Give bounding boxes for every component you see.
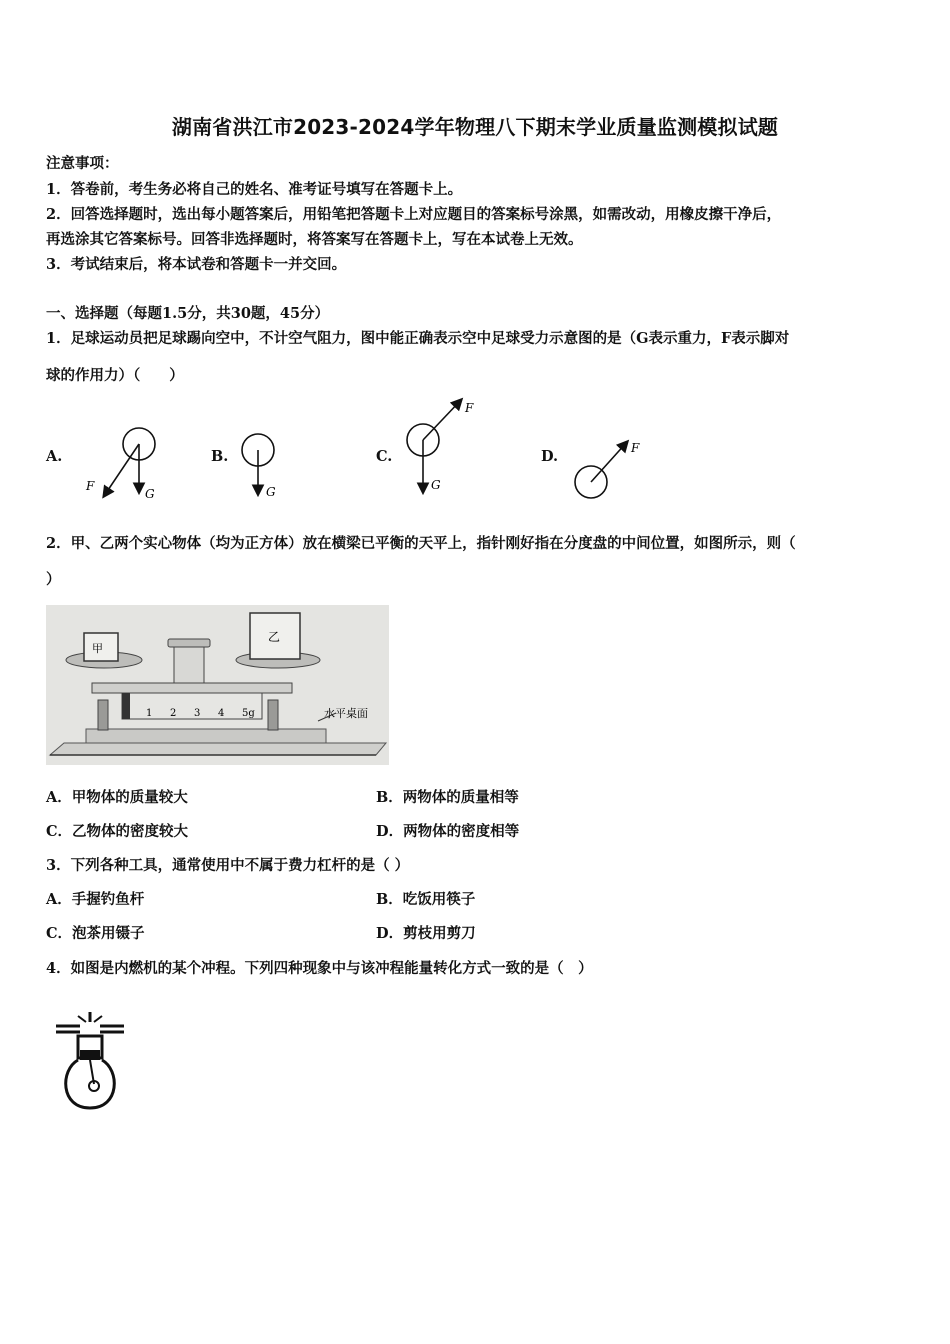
spark-ray [78, 1016, 86, 1022]
q3-stem: 3．下列各种工具，通常使用中不属于费力杠杆的是（ ） [46, 857, 410, 874]
q2-option-b: B．两物体的质量相等 [376, 789, 519, 806]
force-label: F [465, 401, 474, 415]
q1-figure-d [565, 432, 655, 507]
rider [122, 693, 130, 719]
q1-figure-c [395, 392, 495, 502]
scale-num-1: 1 [146, 708, 153, 719]
q1-figure-b [230, 420, 300, 505]
q1-option-a-label: A. [46, 448, 63, 465]
notice-item-1: 1．答卷前，考生务必将自己的姓名、准考证号填写在答题卡上。 [46, 181, 463, 198]
q2-stem-line1: 2．甲、乙两个实心物体（均为正方体）放在横梁已平衡的天平上，指针刚好指在分度盘的中间位置，如图所示，则（ [46, 535, 796, 552]
object-jia-label: 甲 [92, 642, 103, 655]
scale-ruler [122, 693, 262, 719]
q1-figure-a [80, 420, 170, 505]
q1-option-b-label: B. [211, 448, 229, 465]
q2-option-d: D．两物体的密度相等 [376, 823, 520, 840]
force-label: F [631, 441, 640, 455]
scale-num-3: 3 [194, 708, 201, 719]
left-foot [98, 700, 108, 730]
q4-engine-figure [50, 1008, 130, 1118]
q2-balance-figure [46, 605, 389, 765]
notice-item-2-cont: 再选涂其它答案标号。回答非选择题时，将答案写在答题卡上，写在本试卷上无效。 [46, 231, 583, 248]
q2-option-c: C．乙物体的密度较大 [46, 823, 189, 840]
notice-item-3: 3．考试结束后，将本试卷和答题卡一并交回。 [46, 256, 347, 273]
table-label: 水平桌面 [324, 707, 368, 720]
q2-stem-line2: ） [46, 571, 61, 588]
scale-num-5: 5g [242, 708, 255, 719]
q3-option-d: D．剪枝用剪刀 [376, 925, 476, 942]
q2-option-a: A．甲物体的质量较大 [46, 789, 188, 806]
gravity-label: G [145, 487, 155, 501]
q3-option-a: A．手握钓鱼杆 [46, 891, 145, 908]
notice-heading: 注意事项： [46, 155, 119, 172]
scale-num-4: 4 [218, 708, 225, 719]
table-surface [50, 743, 386, 755]
force-arrow [423, 400, 461, 440]
page-title: 湖南省洪江市2023-2024学年物理八下期末学业质量监测模拟试题 [171, 115, 779, 139]
scale-num-2: 2 [170, 708, 177, 719]
q4-stem: 4．如图是内燃机的某个冲程。下列四种现象中与该冲程能量转化方式一致的是（ ） [46, 960, 593, 977]
pillar-top [168, 639, 210, 647]
right-foot [268, 700, 278, 730]
force-label: F [86, 479, 95, 493]
force-arrow [591, 442, 627, 482]
spark-ray [94, 1016, 102, 1022]
q1-stem-line1: 1．足球运动员把足球踢向空中，不计空气阻力，图中能正确表示空中足球受力示意图的是（G表示重力，F表示脚对 [46, 330, 790, 347]
q3-option-c: C．泡茶用镊子 [46, 925, 145, 942]
force-arrow [104, 444, 139, 496]
q1-stem-line2: 球的作用力）（ ） [46, 367, 184, 384]
piston [80, 1050, 100, 1060]
section-heading: 一、选择题（每题1.5分，共30题，45分） [46, 305, 330, 322]
q3-option-b: B．吃饭用筷子 [376, 891, 476, 908]
gravity-label: G [431, 478, 441, 492]
beam [92, 683, 292, 693]
gravity-label: G [266, 485, 276, 499]
q1-option-c-label: C. [376, 448, 393, 465]
notice-item-2: 2．回答选择题时，选出每小题答案后，用铅笔把答题卡上对应题目的答案标号涂黑，如需改动，用橡皮擦干净后， [46, 206, 782, 223]
balance-base [86, 729, 326, 743]
object-yi-label: 乙 [268, 630, 281, 644]
q1-option-d-label: D. [541, 448, 559, 465]
